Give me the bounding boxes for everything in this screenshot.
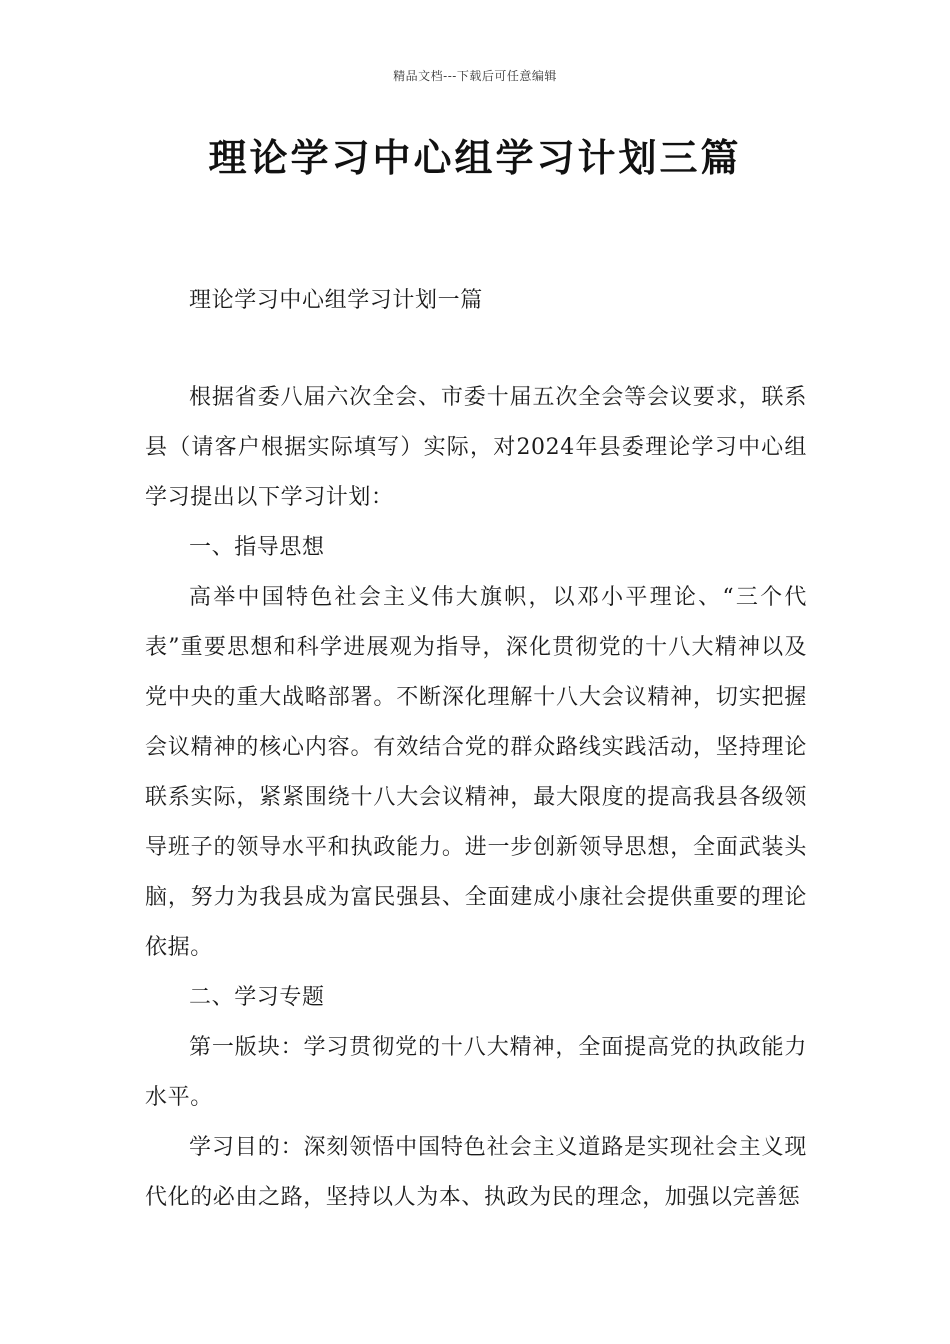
heading-study-topics: 二、学习专题: [189, 985, 325, 1010]
subtitle-text: 理论学习中心组学习计划一篇: [189, 288, 483, 313]
page-header-note: 精品文档---下载后可任意编辑: [393, 69, 557, 83]
paragraph-intro: 根据省委八届六次全会、市委十届五次全会等会议要求，联系县（请客户根据实际填写）实际，对2024年县委理论学习中心组学习提出以下学习计划：: [145, 385, 807, 510]
section-subtitle: [145, 276, 807, 326]
document-body: [145, 373, 807, 1223]
document-title: 理论学习中心组学习计划三篇: [208, 136, 742, 180]
paragraph-guiding-thought: 高举中国特色社会主义伟大旗帜，以邓小平理论、“三个代表”重要思想和科学进展观为指导，深化贯彻党的十八大精神以及党中央的重大战略部署。不断深化理解十八大会议精神，切实把握会议精神的核心内容。有效结合党的群众路线实践活动，坚持理论联系实际，紧紧围绕十八大会议精神，最大限度的提高我县各级领导班子的领导水平和执政能力。进一步创新领导思想，全面武装头脑，努力为我县成为富民强县、全面建成小康社会提供重要的理论依据。: [145, 585, 807, 960]
heading-guiding-thought: 一、指导思想: [189, 535, 325, 560]
paragraph-first-block: 第一版块：学习贯彻党的十八大精神，全面提高党的执政能力水平。: [145, 1035, 807, 1110]
paragraph-study-purpose: 学习目的：深刻领悟中国特色社会主义道路是实现社会主义现代化的必由之路，坚持以人为本、执政为民的理念，加强以完善惩: [145, 1135, 807, 1210]
